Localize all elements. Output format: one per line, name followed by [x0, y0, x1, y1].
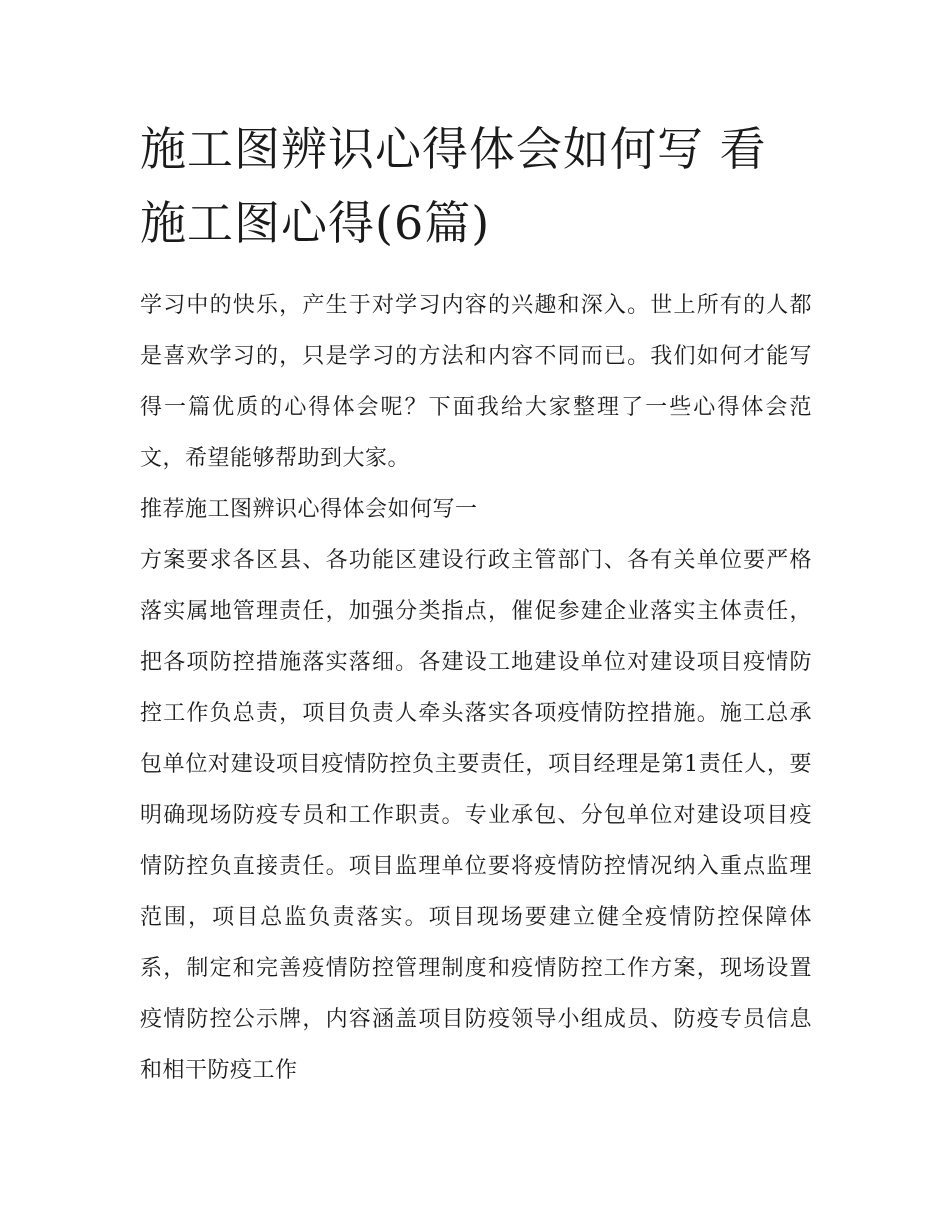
intro-paragraph: 学习中的快乐，产生于对学习内容的兴趣和深入。世上所有的人都是喜欢学习的，只是学习的方法和内容不同而已。我们如何才能写得一篇优质的心得体会呢？下面我给大家整理了一些心得体会范文，希望能够帮助到大家。 — [140, 293, 812, 471]
document-content — [140, 112, 812, 1096]
section-heading: 推荐施工图辨识心得体会如何写一 — [140, 497, 478, 522]
document-title: 施工图辨识心得体会如何写 看施工图心得(6篇) — [140, 122, 767, 250]
section-body-paragraph: 方案要求各区县、各功能区建设行政主管部门、各有关单位要严格落实属地管理责任，加强分类指点，催促参建企业落实主体责任，把各项防控措施落实落细。各建设工地建设单位对建设项目疫情防控工作负总责，项目负责人牵头落实各项疫情防控措施。施工总承包单位对建设项目疫情防控负主要责任，项目经理是第1责任人，要明确现场防疫专员和工作职责。专业承包、分包单位对建设项目疫情防控负直接责任。项目监理单位要将疫情防控情况纳入重点监理范围，项目总监负责落实。项目现场要建立健全疫情防控保障体系，制定和完善疫情防控管理制度和疫情防控工作方案，现场设置疫情防控公示牌，内容涵盖项目防疫领导小组成员、防疫专员信息和相干防疫工作 — [140, 548, 812, 1083]
